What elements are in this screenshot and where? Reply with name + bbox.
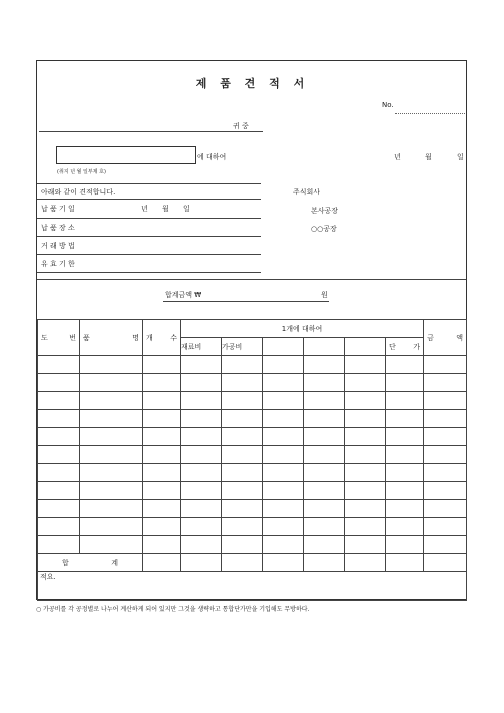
table-cell[interactable] [263,428,304,446]
table-cell[interactable] [345,500,386,518]
table-row [38,392,467,410]
table-cell[interactable] [386,374,424,392]
table-cell[interactable] [304,392,345,410]
field-label-validity: 유 효 기 한 [41,260,75,268]
table-row [38,374,467,392]
table-cell[interactable] [181,464,222,482]
table-cell[interactable] [424,500,467,518]
field-value-delivery-date[interactable]: 년 월 일 [141,205,190,213]
estimate-table [37,319,467,601]
table-cell[interactable] [38,482,80,500]
table-row [38,428,467,446]
table-cell[interactable] [80,428,143,446]
company-label: 주식회사 [293,188,321,196]
table-cell[interactable] [345,482,386,500]
table-cell[interactable] [263,374,304,392]
table-cell[interactable] [345,374,386,392]
table-cell[interactable] [143,446,181,464]
table-cell[interactable] [386,356,424,374]
table-cell[interactable] [222,482,263,500]
table-row [38,536,467,554]
table-cell[interactable] [181,518,222,536]
table-cell[interactable] [222,464,263,482]
table-cell[interactable] [424,410,467,428]
table-cell[interactable] [143,536,181,554]
table-cell[interactable] [181,428,222,446]
header-product-name: 품 명 [80,320,143,356]
table-cell[interactable] [304,446,345,464]
table-cell[interactable] [345,464,386,482]
date-month: 월 [425,153,432,161]
remarks-cell[interactable]: 적요. [38,572,467,601]
table-row [38,482,467,500]
table-row [38,410,467,428]
table-cell[interactable] [143,356,181,374]
table-cell[interactable] [143,428,181,446]
number-label: No. [382,101,394,109]
table-cell[interactable] [181,482,222,500]
table-cell[interactable] [38,392,80,410]
head-office-label: 본사공장 [311,207,339,215]
table-cell[interactable] [263,356,304,374]
table-cell[interactable] [80,464,143,482]
header-material-cost: 재료비 [181,338,222,356]
table-cell[interactable] [143,392,181,410]
regarding-hint: (취지 년 월 일부제 호) [57,169,106,175]
table-cell[interactable] [80,500,143,518]
table-cell[interactable] [386,446,424,464]
table-cell[interactable] [222,374,263,392]
table-row [38,518,467,536]
header-amount: 금 액 [424,320,467,356]
table-cell[interactable] [386,536,424,554]
table-cell[interactable] [181,500,222,518]
table-cell[interactable] [143,464,181,482]
table-cell[interactable] [304,500,345,518]
table-cell[interactable] [143,374,181,392]
table-cell[interactable] [345,410,386,428]
table-cell[interactable] [386,518,424,536]
table-cell[interactable] [345,518,386,536]
date-day: 일 [457,153,464,161]
table-cell[interactable] [222,356,263,374]
table-cell[interactable] [424,356,467,374]
footnote: ○ 가공비를 각 공정별로 나누어 계산하게 되어 있지만 그것을 생략하고 통합단가만을 기입해도 무방하다. [36,606,310,613]
table-cell[interactable] [424,482,467,500]
table-cell[interactable] [80,482,143,500]
table-cell[interactable] [80,518,143,536]
table-cell[interactable] [222,428,263,446]
table-cell[interactable] [181,392,222,410]
table-cell[interactable] [143,482,181,500]
header-unit-price: 단 가 [386,338,424,356]
table-cell[interactable] [263,536,304,554]
table-cell[interactable] [38,374,80,392]
table-cell[interactable] [304,356,345,374]
table-cell[interactable] [38,464,80,482]
table-row [38,356,467,374]
table-cell[interactable] [304,374,345,392]
table-cell[interactable] [424,446,467,464]
factory-label: ○○공장 [311,225,337,233]
table-cell[interactable] [304,536,345,554]
table-cell[interactable] [263,518,304,536]
table-cell[interactable] [304,464,345,482]
estimate-form [36,60,467,600]
number-field[interactable] [395,113,465,114]
sum-label: 합 계 [38,554,143,572]
table-cell[interactable] [304,482,345,500]
header-per-unit: 1개에 대하여 [181,320,424,338]
table-cell[interactable] [424,518,467,536]
table-cell[interactable] [181,536,222,554]
table-cell[interactable] [143,410,181,428]
table-cell[interactable] [424,536,467,554]
table-cell[interactable] [222,500,263,518]
table-cell[interactable] [263,464,304,482]
page-title: 제 품 견 적 서 [195,77,310,90]
table-cell[interactable] [263,446,304,464]
table-cell[interactable] [424,392,467,410]
table-cell[interactable] [181,410,222,428]
table-cell[interactable] [222,518,263,536]
table-cell[interactable] [38,536,80,554]
total-amount-line[interactable] [163,301,329,302]
table-cell[interactable] [345,536,386,554]
table-row [38,446,467,464]
table-cell[interactable] [38,446,80,464]
table-cell[interactable] [222,536,263,554]
recipient-suffix: 귀 중 [233,122,249,130]
table-cell[interactable] [80,446,143,464]
table-cell[interactable] [80,374,143,392]
table-cell[interactable] [38,500,80,518]
table-cell[interactable] [386,392,424,410]
table-cell[interactable] [386,482,424,500]
table-cell[interactable] [345,356,386,374]
field-label-delivery-date: 납 품 기 일 [41,205,75,213]
table-cell[interactable] [181,374,222,392]
total-amount-unit: 원 [321,291,328,299]
table-cell[interactable] [38,518,80,536]
table-cell[interactable] [263,500,304,518]
header-drawing-no: 도 번 [38,320,80,356]
table-cell[interactable] [222,446,263,464]
regarding-suffix: 에 대하여 [197,153,227,161]
header-quantity: 개 수 [143,320,181,356]
table-cell[interactable] [80,536,143,554]
table-cell[interactable] [222,392,263,410]
table-cell[interactable] [263,410,304,428]
table-cell[interactable] [263,482,304,500]
table-cell[interactable] [386,464,424,482]
table-cell[interactable] [38,428,80,446]
table-row [38,500,467,518]
table-cell[interactable] [38,410,80,428]
table-cell[interactable] [386,410,424,428]
regarding-input[interactable] [56,146,196,164]
table-cell[interactable] [345,428,386,446]
table-row [38,464,467,482]
table-cell[interactable] [80,356,143,374]
table-cell[interactable] [345,446,386,464]
table-cell[interactable] [304,428,345,446]
table-cell[interactable] [181,446,222,464]
table-cell[interactable] [345,392,386,410]
table-cell[interactable] [143,500,181,518]
recipient-line [39,131,263,132]
table-cell[interactable] [386,428,424,446]
table-cell[interactable] [424,374,467,392]
table-cell[interactable] [304,410,345,428]
table-cell[interactable] [181,356,222,374]
table-cell[interactable] [80,410,143,428]
field-label-delivery-place: 납 품 장 소 [41,224,75,232]
intro-text: 아래와 같이 견적합니다. [41,188,116,196]
table-cell[interactable] [143,518,181,536]
table-cell[interactable] [222,410,263,428]
table-cell[interactable] [424,464,467,482]
header-processing-cost: 가공비 [222,338,263,356]
table-cell[interactable] [38,356,80,374]
table-cell[interactable] [424,428,467,446]
table-cell[interactable] [386,500,424,518]
table-cell[interactable] [80,392,143,410]
table-cell[interactable] [263,392,304,410]
table-cell[interactable] [304,518,345,536]
total-amount-label: 합계금액 ₩ [165,291,202,299]
field-label-trade-method: 거 래 방 법 [41,242,75,250]
date-year: 년 [394,153,401,161]
